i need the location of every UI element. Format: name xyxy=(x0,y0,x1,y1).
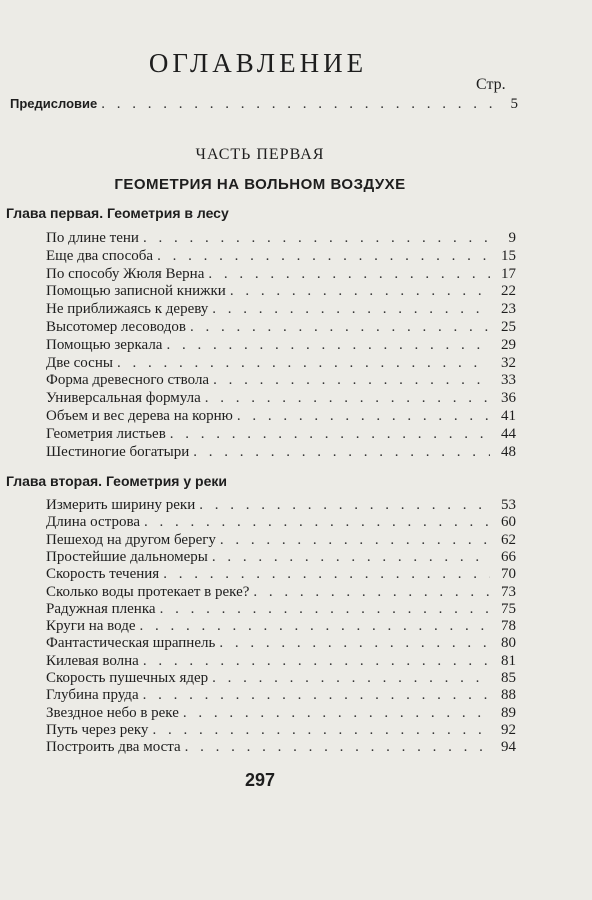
toc-entry xyxy=(46,283,516,300)
toc-entry xyxy=(46,566,516,583)
toc-entry-label: Длина острова xyxy=(46,514,140,531)
dot-leader xyxy=(185,739,490,756)
toc-entry-page: 85 xyxy=(501,670,516,686)
toc-entry-page: 60 xyxy=(501,514,516,531)
toc-entry-page: 94 xyxy=(501,739,516,756)
toc-entry-label: Не приближаясь к дереву xyxy=(46,301,209,318)
toc-entry xyxy=(46,722,516,739)
dot-leader xyxy=(193,444,490,461)
toc-entry-page: 36 xyxy=(501,390,516,407)
toc-entry-page: 41 xyxy=(501,408,516,424)
chapter-heading: Глава вторая. Геометрия у реки xyxy=(6,473,227,489)
toc-entry xyxy=(46,670,516,687)
toc-entry-label: По способу Жюля Верна xyxy=(46,265,205,282)
chapter-heading: Глава первая. Геометрия в лесу xyxy=(6,205,229,221)
toc-entry-page: 62 xyxy=(501,531,516,548)
toc-entry xyxy=(46,705,516,722)
toc-entry-label: Звездное небо в реке xyxy=(46,704,179,721)
toc-entry-page: 73 xyxy=(501,583,516,600)
preface-entry xyxy=(10,96,518,113)
toc-entry xyxy=(46,248,516,265)
dot-leader xyxy=(190,319,490,336)
toc-entry-label: Пешеход на другом берегу xyxy=(46,531,216,548)
preface-page: 5 xyxy=(510,96,518,112)
toc-entry-page: 25 xyxy=(501,319,516,335)
toc-entry-page: 53 xyxy=(501,497,516,513)
toc-entry-page: 9 xyxy=(508,230,516,246)
toc-entry-page: 89 xyxy=(501,704,516,721)
toc-entry xyxy=(46,584,516,601)
dot-leader xyxy=(157,248,490,265)
toc-entry xyxy=(46,601,516,618)
page-column-label: Стр. xyxy=(476,76,506,93)
toc-entry-page: 33 xyxy=(501,372,516,389)
toc-entry-label: Килевая волна xyxy=(46,652,139,669)
toc-entry xyxy=(46,337,516,354)
dot-leader xyxy=(160,601,490,618)
dot-leader xyxy=(212,670,490,687)
dot-leader xyxy=(219,635,490,652)
dot-leader xyxy=(143,653,490,670)
dot-leader xyxy=(144,514,490,531)
toc-entry-label: Скорость пушечных ядер xyxy=(46,670,209,686)
dot-leader xyxy=(253,584,490,601)
dot-leader xyxy=(117,355,490,372)
toc-entry xyxy=(46,497,516,514)
toc-entry-page: 15 xyxy=(501,247,516,264)
toc-entry-page: 75 xyxy=(501,600,516,617)
part-title: ГЕОМЕТРИЯ НА ВОЛЬНОМ ВОЗДУХЕ xyxy=(114,176,406,193)
page-title: ОГЛАВЛЕНИЕ xyxy=(148,48,368,78)
toc-entry-page: 23 xyxy=(501,301,516,318)
toc-entry-label: Форма древесного ствола xyxy=(46,372,210,389)
preface-label: Предисловие xyxy=(10,96,98,111)
toc-entry-page: 17 xyxy=(501,265,516,282)
dot-leader xyxy=(152,722,490,739)
toc-entry-label: Помощью зеркала xyxy=(46,336,163,353)
toc-entry-label: Радужная пленка xyxy=(46,600,156,617)
toc-entry-label: Путь через реку xyxy=(46,721,149,738)
dot-leader xyxy=(220,532,490,549)
toc-entry-page: 66 xyxy=(501,548,516,565)
toc-entry xyxy=(46,444,516,461)
toc-entry xyxy=(46,653,516,670)
dot-leader xyxy=(166,337,490,354)
dot-leader xyxy=(199,497,490,514)
toc-entry-label: Измерить ширину реки xyxy=(46,497,196,513)
toc-entry xyxy=(46,355,516,372)
toc-entry-page: 44 xyxy=(501,425,516,442)
toc-entry-label: Две сосны xyxy=(46,354,113,371)
dot-leader xyxy=(212,301,490,318)
toc-entry xyxy=(46,549,516,566)
toc-entry-label: Универсальная формула xyxy=(46,390,201,407)
toc-entry-label: Еще два способа xyxy=(46,247,154,264)
toc-entry-label: Помощью записной книжки xyxy=(46,283,226,300)
dot-leader xyxy=(163,566,490,583)
toc-entry xyxy=(46,319,516,336)
toc-entry-page: 92 xyxy=(501,721,516,738)
toc-entry xyxy=(46,301,516,318)
toc-entry-label: Высотомер лесоводов xyxy=(46,319,186,335)
toc-entry-label: Геометрия листьев xyxy=(46,425,166,442)
toc-entry xyxy=(46,514,516,531)
toc-entry-label: Построить два моста xyxy=(46,739,181,756)
toc-entry xyxy=(46,426,516,443)
toc-entry-label: Фантастическая шрапнель xyxy=(46,635,216,652)
dot-leader xyxy=(212,549,490,566)
dot-leader xyxy=(230,283,490,300)
toc-entry-page: 78 xyxy=(501,618,516,635)
toc-entry xyxy=(46,635,516,652)
toc-entry-page: 32 xyxy=(501,354,516,371)
toc-entry xyxy=(46,390,516,407)
toc-entry-page: 22 xyxy=(501,283,516,300)
dot-leader xyxy=(101,96,492,113)
toc-entry-page: 48 xyxy=(501,443,516,460)
part-label: ЧАСТЬ ПЕРВАЯ xyxy=(195,146,325,163)
toc-entry xyxy=(46,618,516,635)
dot-leader xyxy=(213,372,490,389)
dot-leader xyxy=(170,426,490,443)
toc-entry-label: По длине тени xyxy=(46,230,139,246)
toc-entry-label: Глубина пруда xyxy=(46,687,139,704)
toc-entry xyxy=(46,408,516,425)
toc-entry-label: Шестиногие богатыри xyxy=(46,443,190,460)
toc-entry-label: Объем и вес дерева на корню xyxy=(46,408,233,424)
toc-entry-page: 88 xyxy=(501,687,516,704)
toc-entry xyxy=(46,230,516,247)
toc-entry xyxy=(46,739,516,756)
dot-leader xyxy=(205,390,490,407)
dot-leader xyxy=(237,408,490,425)
dot-leader xyxy=(143,687,490,704)
dot-leader xyxy=(208,266,490,283)
toc-entry-page: 81 xyxy=(501,652,516,669)
page-number: 297 xyxy=(244,770,276,790)
toc-entry xyxy=(46,687,516,704)
toc-entry xyxy=(46,266,516,283)
toc-entry-page: 29 xyxy=(501,336,516,353)
dot-leader xyxy=(183,705,490,722)
toc-entry-label: Простейшие дальномеры xyxy=(46,548,208,565)
toc-entry-label: Сколько воды протекает в реке? xyxy=(46,583,250,600)
dot-leader xyxy=(143,230,490,247)
toc-entry xyxy=(46,372,516,389)
toc-entry-label: Круги на воде xyxy=(46,618,136,635)
dot-leader xyxy=(140,618,490,635)
toc-entry-page: 80 xyxy=(501,635,516,652)
toc-entry-label: Скорость течения xyxy=(46,566,160,583)
toc-entry xyxy=(46,532,516,549)
toc-entry-page: 70 xyxy=(501,566,516,583)
